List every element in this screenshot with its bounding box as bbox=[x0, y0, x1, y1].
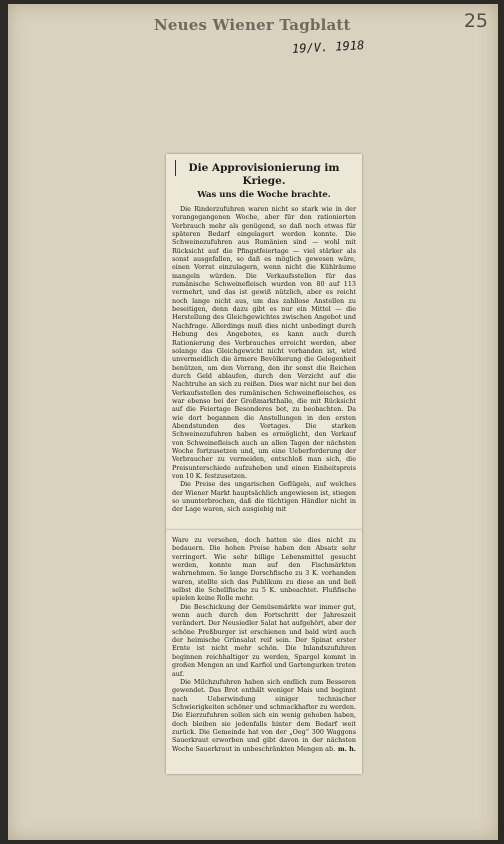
article-clipping-lower bbox=[166, 530, 362, 774]
article-headline: Die Approvisionierung im Kriege. bbox=[188, 162, 340, 187]
newspaper-masthead: Neues Wiener Tagblatt bbox=[154, 16, 351, 34]
paragraph-cattle-pork: Die Rinderzufuhren waren nicht so stark wie in der vorangegangenen Woche, aber für den rationierten Verbrauch mehr als genügend, so daß noch etwas für späteren Bedarf eingelagert werden konnte. Die Schweinezufuhren aus Rumänien sind — wohl mit Rücksicht auf die Pfingstfeiertage — viel stärker als sonst ausgefallen, so daß es möglich gewesen wäre, einen Vorrat einzulagern, wenn nicht die Kühlräume mangeln würden. Die Verkaufsstellen für das rumänische Schweinefleisch wurden von 80 auf 113 vermehrt, und das ist gewiß nützlich, aber es reicht noch lange nicht aus, um das zahllose Anstellen zu beseitigen, denn dazu gibt es nur ein Mittel — die Herstellung des Gleichgewichtes zwischen Angebot und Nachfrage. Allerdings muß dies nicht unbedingt durch Hebung des Angebotes, es kann auch durch Rationierung des Verbrauches erreicht werden, aber solange das Gleichgewicht nicht vorhanden ist, wird unvermeidlich die ärmere Bevölkerung die Gelegenheit benützen, um den Vorrang, den ihr sonst die Reichen durch Geld ablaufen, durch den Verzicht auf die Nachtruhe an sich zu reißen. Dies war nicht nur bei den Verkaufsstellen des rumänischen Schweinefleisches, es war ebenso bei der Großmarkthalle, die mit Rücksicht auf die Feiertage Besonderes bot, zu beobachten. Da wie dort begannen die Anstellungen in den ersten Abendstunden des Vortages. Die starken Schweinezufuhren haben es ermöglicht, den Verkauf von Schweinefleisch auch an allen Tagen der nächsten Woche fortzusetzen und, um eine Ueberforderung der Verbraucher zu vermeiden, entschloß man sich, die Preisunterschiede aufzuheben und einen Einheitspreis von 10 K. festzusetzen. bbox=[172, 205, 356, 480]
clipping-edge-mark bbox=[175, 160, 176, 176]
author-signature: m. h. bbox=[337, 744, 356, 753]
paragraph-poultry-start: Die Preise des ungarischen Geflügels, auf welches der Wiener Markt hauptsächlich angewiesen ist, stiegen so ununterbrochen, daß die tüchtigen Händler nicht in der Lage waren, sich ausgiebig mit bbox=[172, 480, 356, 514]
handwritten-date: 19/V. 1918 bbox=[291, 38, 365, 56]
article-clipping-upper bbox=[166, 154, 362, 531]
paragraph-poultry-fish: Ware zu versehen, doch hatten sie dies nicht zu bedauern. Die hohen Preise haben den Absatz sehr verringert. Wie sehr billige Lebensmittel gesucht werden, konnte man auf den Fischmärkten wahrnehmen. So lange Dorschfische zu 3 K. vorhanden waren, stellte sich das Publikum zu diese an und ließ selbst die Schellfische zu 5 K. unbeachtet. Flußfische spielen keine Rolle mehr. bbox=[172, 536, 356, 603]
paragraph-milk-bread: Die Milchzufuhren haben sich endlich zum Besseren gewendet. Das Brot enthält weniger Mais und beginnt nach Ueberwindung einiger technischer Schwierigkeiten schöner und schmackhafter zu werden. Die Eierzufuhren sollen sich ein wenig gehoben haben, doch bleiben sie jedenfalls hinter dem Bedarf weit zurück. Die Gemeinde hat von der „Oeg“ 300 Waggons Sauerkraut erworben und gibt davon in der nächsten Woche Sauerkraut in unbeschränkten Mengen ab. bbox=[172, 677, 356, 753]
paragraph-vegetables: Die Beschickung der Gemüsemärkte war immer gut, wenn auch durch den Fortschritt der Jahreszeit verändert. Der Neusiedler Salat hat aufgehört, aber der schöne Preßburger ist erschienen und bald wird auch der heimische Grünsalat reif sein. Der Spinat erster Ernte ist nicht mehr schön. Die Inlandszufuhren beginnen reichhaltiger zu werden, Spargel kommt in großen Mengen an und Karfiol und Gartengurken treten auf. bbox=[172, 602, 356, 678]
article-subheadline: Was uns die Woche brachte. bbox=[197, 190, 331, 200]
page-number: 25 bbox=[463, 10, 488, 32]
